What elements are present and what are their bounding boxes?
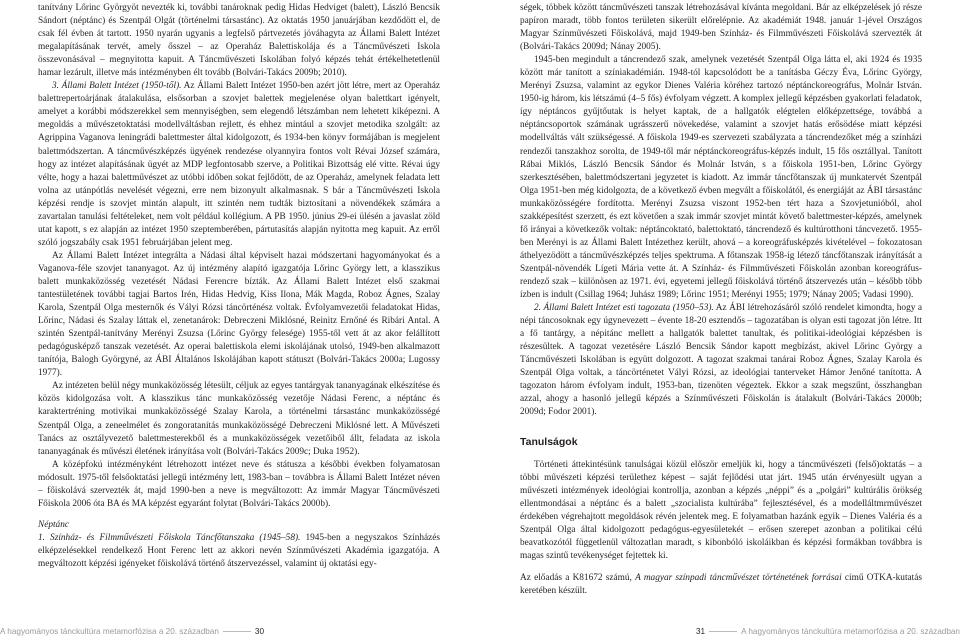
left-paragraph-4: Az intézeten belül négy munkaközösség létesült, céljuk az egyes tantárgyak tananyagának elkészítése és közös kidolgozása volt. A klasszikus tánc munkaközösség vezetője Nádasi Ferenc, a néptánc és karaktertréning motivikai munkaközösségé Szalay Karola, a történelmi társastánc munkaközösségé Szentpál Olga, a zeneelmélet és zongoratanítás munkaközösségé Debreczeni Miklósné lett. A Művészeti Tanács az osztályvezető balettmesterekből és a munkaközösségek vezetőiből állt, feladata az iskola tananyagának és művészi életének irányítása volt (Bolvári-Takács 2009c; Duka 1952). (38, 381, 440, 457)
conclusions-paragraph-1: Történeti áttekintésünk tanulságai közül először emeljük ki, hogy a táncművészeti (felső)oktatás – a többi művészeti képzési területhez képest – saját fejlődési utat járt. 1945 után érvényesült ugyan a művészeti intézmények ideológiai kontrollja, azonban a képzés „néppi” és a „polgári” kultúrális örökség ellentmondásai a néptánc és a balett „szocialista kultúrába” fejlesztésével, és a modelláltmrművészet érdekében végrehajtott megoldások révén jelentek meg. E folyamatban hazánk egyik – Dienes Valéria és a Szentpál Olga által kidolgozott pedagógus-egyesületekét – erősen szerepet azonban a politikai célú beavatkozótól függetlenül változatlan maradt, s kibonbóló iskoláikban és képzési formákban továbbra is magas szintű tevékenységet fejtettek ki. (520, 459, 922, 561)
acknowledgement-paragraph: Az előadás a K81672 számú, A magyar színpadi táncművészet történetének forrásai című OTKA-kutatás keretében készült. (520, 572, 922, 596)
right-text-column (520, 2, 922, 598)
footer-left-rule (223, 631, 251, 632)
note-1 (38, 532, 440, 571)
left-paragraph-2 (38, 80, 440, 250)
left-paragraph-5: A középfokú intézményként létrehozott intézet neve és státusza a későbbi években folyamatosan módosult. 1975-től felsőoktatási jellegű intézmény lett, 1983-ban – továbbra is Állami Balett Intézet néven – főiskolává szervezték át, majd 1990-ben a neve is megváltozott: Az immár Magyar Táncművészeti Főiskola 2006 óta BA és MA képzést egyaránt folytat (Bolvári-Takács 2000b). (38, 459, 440, 509)
right-paragraph-2: 1945-ben megindult a táncrendező szak, amelynek vezetését Szentpál Olga látta el, aki 1924 és 1935 között már tanított a színiakadémián. 1948-tól kapcsolódott be a tanításba Géczy Éva, Lőrinc György, Merényi Zsuzsa, valamint az egykor Dienes Valéria köréhez tartozó néptánckoreográfus, Molnár István. 1950-ig három, kis létszámú (4–5 fős) évfolyam végzett. A komplex jellegű képzésben gyakorlati feladatok, így néptáncos gyűjtőutak is helyet kaptak, de a hallgatók elégtelen előképzettsége, továbbá a néptáncsoportok számának ugrásszerű növekedése, valamint a szovjet hatás erősödése miatt képzési modellváltás vált szükségessé. A főiskola 1949-es szervezeti szabályzata a táncrendezőket még a színházi rendezői tanszakhoz sorolta, de 1949-től már néptánckoreográfus-képzés indult, 15 fős osztállyal. Tanított Rábai Miklós, László Bencsik Sándor és Molnár István, s a főiskola 1951-ben, Lőrinc György szerkesztésében, balettmódszertani jegyzetet is kiadott. Az immár táncfőtanszak új munkatervét Szentpál Olga 1951-ben még kidolgozta, de a következő évben megvált a főiskolától, és energiáját az ÁBI társastánc munkaközösségére fordította. Merényi Zsuzsa viszont 1952-ben tért haza a Szovjetunióból, ahol szakképesítést szerzett, és ezt követően a szak immár szovjet mintát követő balettmester-képzés, amelynek fő irányai a következők voltak: néptáncoktató, balettoktató, táncrendező és kultúrotthoni táncvezető. 1955-ben Merényi is az Állami Balett Intézethez került, ahová – a koreográfusképzés kivételével – fokozatosan áthelyezödött a táncművészképzés teljes spektruma. A főtanszak 1958-ig létező táncfőtanszak irányítását a Szentpál-növendék Lígeti Mária vette át. A Színház- és Filmművészeti Főiskolán azonban koreográfus-rendező szak – különösen az 1971. évi, egyetemi jellegű főiskolává történő átszervezés után – később több ízben is indult (Csillag 1964; Juhász 1989; Lőrinc 1951; Merényi 1955; 1979; Nánay 2005; Vadasi 1990). (520, 55, 922, 301)
conclusions-heading: Tanulságok (520, 435, 578, 448)
footer-left-running-title: A hagyományos tánckultúra metamorfózisa a 20. században (0, 627, 219, 636)
section-heading-2: 2. Állami Balett Intézet esti tagozata (1950–53). (534, 303, 714, 314)
page-number-right: 31 (695, 627, 706, 636)
book-title: A magyar színpadi táncművészet történetének forrásai (635, 572, 842, 583)
right-paragraph-3 (520, 302, 922, 419)
left-paragraph-3: Az Állami Balett Intézet integrálta a Nádasi által képviselt hazai módszertani hagyományokat és a Vaganova-féle szovjet tananyagot. Az új intézmény alapító igazgatója Lőrinc György lett, a klasszikus balett munkaközösség vezetését Nádasi Ferencre bízták. Az Állami Balett Intézet első szakmai tantestületének további tagjai Bartos Irén, Hidas Hedvig, Kiss Ilona, Mák Magda, Roboz Ágnes, Szalay Karola, Szentpál Olga mesternők és Vályi Rózsi táncörténész voltak. Évfolyamvezetői feladatokat Hidas, Lőrinc, Nádasi és Szalay láttak el, zenetanárok: Debreczeni Miklósné, Reinitz Ernőné és Ribári Antal. A szintén Szentpál-tanítvány Merényi Zsuzsa (Lőrinc György felesége) 1955-től vett át az akor felállított pedagógusképző tanszak vezetését. Az operai balettiskola elemi iskolájának utolsó, 1949-ben alkalmazott tanítója, Balogh Györgyné, az ÁBI Általános Iskolájában kapott státuszt (Bolvári-Takács 2000a; Lugossy 1977). (38, 250, 440, 379)
footer-right-rule (709, 631, 737, 632)
right-paragraph-1: ségek, többek között táncművészeti tanszak létrehozásával kívánta megoldani. Bár az elképzelések jó része papíron maradt, több fontos területen sikerült előrelépnie. Az akadémiát 1948. január 1-jével Országos Magyar Színművészeti Főiskolává, majd 1949-ben Színház- és Filmművészeti Főiskolává szervezték át (Bolvári-Takács 2009d; Nánay 2005). (520, 3, 922, 53)
page-number-left: 30 (254, 627, 265, 636)
notes-heading: Néptánc (38, 519, 69, 530)
footer-right-running-title: A hagyományos tánckultúra metamorfózisa a 20. században (741, 627, 960, 636)
left-text-column (38, 2, 440, 571)
section-heading-3: 3. Állami Balett Intézet (1950-től). (52, 81, 182, 92)
left-paragraph-1: tanítvány Lőrinc Györgyöt nevezték ki, további tanároknak pedig Hidas Hedviget (balett), László Bencsik Sándort (néptánc) és Szentpál Olgát (történelmi társastánc). Az oktatás 1950 januárjában kezdődött el, de csak fél évben át tartott. 1950 nyarán ugyanis a legfelső pártvezetés jóváhagyta az Állami Balett Intézet megalapításának tervét, amely ősszel – az Operaház Balettiskolája és a Táncművészeti Iskola összevonásával – megnyitotta kapuit. A Táncművészeti Iskolában folyó képzés tehát értékelhetetlenül hamar lezárult, illetve más intézményben élt tovább (Bolvári-Takács 2009b; 2010). (38, 3, 440, 79)
note-1-label: 1. Színház- és Filmművészeti Főiskola Táncfőtanszaka (1945–58). (38, 532, 301, 543)
note-1-body: 1945-ben a negyszakos Színházés elképzelésekkel rendelkező Hont Ferenc lett az akkori nevén Színművészeti Akadémia igazgatója. A megváltozott képzési igényeket főiskolává történő átszervezéssel, valamint új oktatási egy- (38, 532, 440, 569)
left-paragraph-2-body: Az Állami Balett Intézet 1950-ben azért jött létre, mert az Operaház balettrepertoárjának átalakulása, elsősorban a szovjet balettek megjelenése olyan balettkart igényelt, amelyet a korábbi módszerekkel sem mennyiségben, sem elegendő létszámban nem lehetett kiképezni. A megoldás a művészetoktatási modellváltásban rejlett, és ehhez mintául a szovjet metodika szolgált: az Agrippina Vaganova leningrádi balettmester által kidolgozott, és 1934-ben könyv formájában is megjelent balettmódszertan. A táncművészképzés ügyének rendezése olyannyira fontos volt Révai József számára, hogy az intézet alapításának ügyét az MDP legfontosabb szerve, a Politikai Bizottság elé vitte. Révai úgy vélte, hogy a hazai balettművészet az utóbbi időben sokat fejlődött, de az Operaház, amelynek feladata lett volna az utánpótlás nevelését végezni, erre nem bizonyult alkalmasnak. S bár a Táncművészeti Iskola képzési rendje is szovjet mintán alapult, itt szintén nem tudták biztosítani a növendékek számára a zavartalan tanulási feltételeket, nem volt például kollégium. A PB 1950. június 29-ei ülésén a javaslat zöld utat kapott, s ez alapján az intézet 1950 szeptemberében, pártutasítás alapján nyitotta meg kapuit. Az erről szóló jogszabály csak 1951 februárjában jelent meg. (38, 81, 440, 248)
right-paragraph-3-body: Az ÁBI létrehozásáról szóló rendelet kimondta, hogy a népi táncosoknak egy úgynevezett – évente 18-20 esztendős – tagozatában is olyan esti tagozat jön létre. Itt a fő tantárgy, a népitánc mellett a hallgatók balettet tanultak, és politikai-ideológiai képzésben is részesültek. A tagozat vezetésére László Bencsik Sándor kapott megbízást, akivel Lőrinc György a Táncművészeti Iskolában is együtt dolgozott. A tagozat szakmai tanárai Roboz Ágnes, Szalay Karola és Szentpál Olga voltak, a táncörténetet Vályi Rózsi, az ideológiai tanterveket Hámor Jenőné tanította. A tagozaton három évfolyam indult, 1953-ban, tizenöten végeztek. Ekkor a szak megszűnt, összhangban azzal, ahogy a hasonló jellegű képzés a Színművészeti Főiskolán is átalakult (Bolvári-Takács 2000b; 2009d; Fodor 2001). (520, 303, 922, 418)
footer-right (696, 627, 960, 636)
footer-left (0, 627, 264, 636)
